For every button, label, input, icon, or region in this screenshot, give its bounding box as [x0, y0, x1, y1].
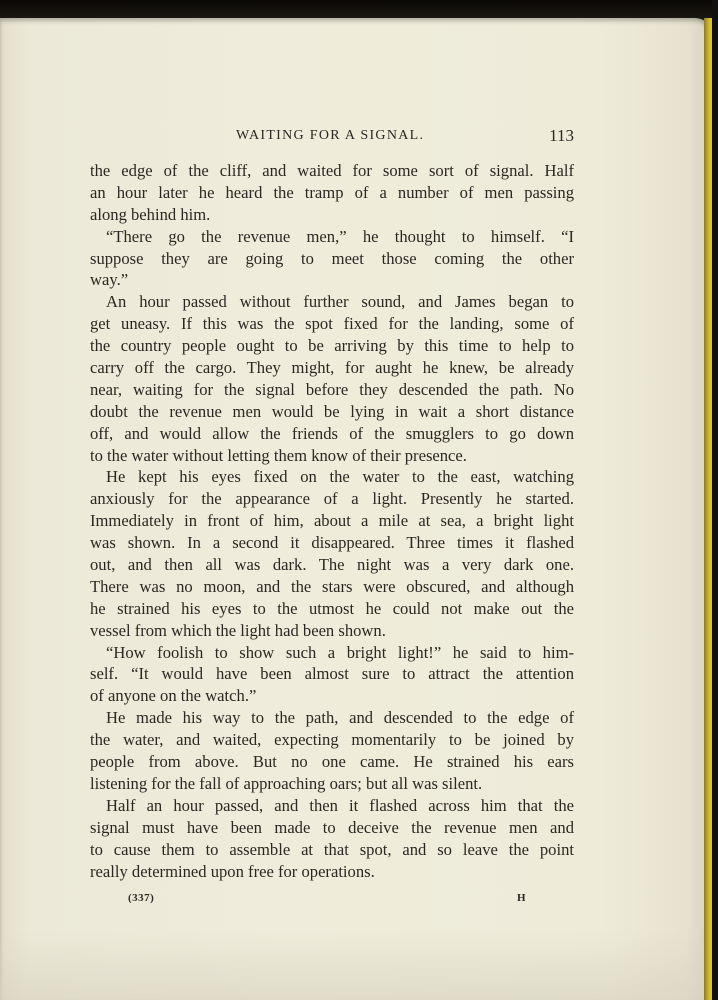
text-line: to cause them to assemble at that spot, and so leave the point	[90, 839, 574, 859]
signature-mark: (337)	[128, 892, 155, 904]
text-line: He kept his eyes fixed on the water to the east, watching	[106, 467, 574, 487]
text-line: Immediately in front of him, about a mile at sea, a bright light	[90, 511, 574, 531]
text-line: doubt the revenue men would be lying in wait a short distance	[90, 401, 574, 421]
text-line: really determined upon free for operations.	[90, 861, 375, 881]
text-line: was shown. In a second it disappeared. Three times it flashed	[90, 533, 574, 553]
text-line: the edge of the cliff, and waited for some sort of signal. Half	[90, 161, 574, 180]
page-footer	[90, 892, 574, 910]
text-line: signal must have been made to deceive the revenue men and	[90, 817, 574, 837]
text-line: to the water without letting them know of their presence.	[90, 445, 467, 465]
text-line: get uneasy. If this was the spot fixed for the landing, some of	[90, 314, 574, 334]
text-line: out, and then all was dark. The night was a very dark one.	[90, 555, 574, 575]
text-line: “How foolish to show such a bright light!” he said to him-	[106, 642, 574, 662]
text-line: He made his way to the path, and descended to the edge of	[106, 708, 574, 728]
text-line: along behind him.	[90, 204, 211, 224]
text-line: An hour passed without further sound, and James began to	[106, 292, 574, 312]
page-header	[90, 128, 574, 150]
body-text	[90, 160, 574, 882]
binding-shadow	[712, 0, 718, 1000]
text-line: suppose they are going to meet those coming the other	[90, 248, 574, 268]
text-line: self. “It would have been almost sure to attract the attention	[90, 664, 574, 684]
text-line: “There go the revenue men,” he thought to himself. “I	[106, 226, 574, 246]
text-line: near, waiting for the signal before they descended the path. No	[90, 379, 574, 399]
text-line: the country people ought to be arriving by this time to help to	[90, 336, 574, 356]
page-number: 113	[549, 126, 574, 145]
text-line: listening for the fall of approaching oars; but all was silent.	[90, 773, 483, 793]
text-line: off, and would allow the friends of the smugglers to go down	[90, 423, 574, 443]
text-line: people from above. But no one came. He strained his ears	[90, 752, 574, 772]
text-line: way.”	[90, 270, 129, 290]
text-line: of anyone on the watch.”	[90, 686, 257, 706]
running-title: WAITING FOR A SIGNAL.	[236, 128, 425, 143]
text-line: vessel from which the light had been shown.	[90, 620, 386, 640]
text-line: There was no moon, and the stars were obscured, and although	[90, 576, 574, 596]
page-bottom-shade	[0, 930, 708, 1000]
text-line: the water, and waited, expecting momentarily to be joined by	[90, 730, 574, 750]
text-line: an hour later he heard the tramp of a number of men passing	[90, 182, 574, 202]
gathering-mark: H	[517, 892, 526, 904]
text-line: he strained his eyes to the utmost he could not make out the	[90, 598, 574, 618]
text-line: carry off the cargo. They might, for aught he knew, be already	[90, 358, 574, 378]
text-line: anxiously for the appearance of a light. Presently he started.	[90, 489, 574, 509]
text-line: Half an hour passed, and then it flashed across him that the	[106, 795, 574, 815]
